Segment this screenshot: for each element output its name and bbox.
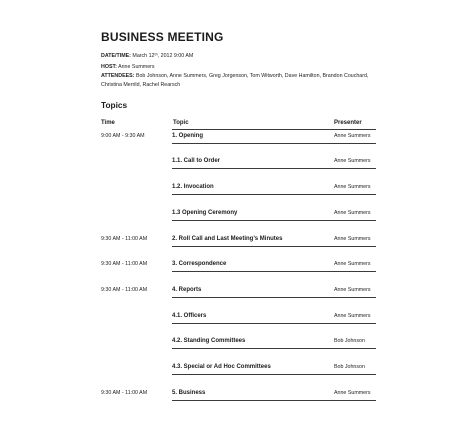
table-row xyxy=(0,287,474,301)
row-topic: 2. Roll Call and Last Meeting’s Minutes xyxy=(172,236,283,242)
row-time: 9:30 AM - 11:00 AM xyxy=(101,390,148,396)
row-divider xyxy=(172,220,376,221)
table-row xyxy=(0,158,474,172)
table-row xyxy=(0,236,474,250)
row-presenter: Anne Summers xyxy=(334,390,371,396)
row-topic: 4.2. Standing Committees xyxy=(172,338,246,344)
row-topic: 4.1. Officers xyxy=(172,313,207,319)
date-label: DATE/TIME: xyxy=(101,53,131,59)
row-divider xyxy=(172,323,376,324)
attendees-line xyxy=(101,72,371,89)
column-header-topic: Topic xyxy=(173,120,189,126)
row-presenter: Anne Summers xyxy=(334,287,371,293)
host-label: HOST: xyxy=(101,64,117,70)
row-topic: 1.2. Invocation xyxy=(172,184,214,190)
topics-heading: Topics xyxy=(101,100,128,110)
row-topic: 5. Business xyxy=(172,390,206,396)
table-row xyxy=(0,364,474,378)
row-time: 9:30 AM - 11:00 AM xyxy=(101,287,148,293)
attendees-value: Bob Johnson, Anne Summers, Greg Jorgenson, Tom Witworth, Dave Hamilton, Brandon Couchard, Christina Merrild, Rachel Rearsch xyxy=(101,73,369,88)
column-header-presenter: Presenter xyxy=(334,120,362,126)
row-divider xyxy=(172,400,376,401)
row-divider xyxy=(172,297,376,298)
row-topic: 1. Opening xyxy=(172,133,204,139)
row-presenter: Anne Summers xyxy=(334,184,371,190)
row-time: 9:30 AM - 11:00 AM xyxy=(101,261,148,267)
row-topic: 1.1. Call to Order xyxy=(172,158,221,164)
row-divider xyxy=(172,271,376,272)
row-presenter: Anne Summers xyxy=(334,313,371,319)
row-divider xyxy=(172,246,376,247)
date-value: March 12ᵗʰ, 2012 9:00 AM xyxy=(132,53,194,59)
table-row xyxy=(0,184,474,198)
document-title: BUSINESS MEETING xyxy=(101,30,224,44)
row-presenter: Anne Summers xyxy=(334,133,371,139)
row-divider xyxy=(172,374,376,375)
table-row xyxy=(0,390,474,404)
table-row xyxy=(0,210,474,224)
row-time: 9:00 AM - 9:30 AM xyxy=(101,133,145,139)
row-divider xyxy=(172,194,376,195)
row-topic: 4. Reports xyxy=(172,287,202,293)
row-topic: 1.3 Opening Ceremony xyxy=(172,210,238,216)
row-topic: 3. Correspondence xyxy=(172,261,227,267)
host-line xyxy=(101,63,155,72)
row-divider xyxy=(172,168,376,169)
host-value: Anne Summers xyxy=(118,64,155,70)
date-time-line xyxy=(101,52,193,61)
table-row xyxy=(0,261,474,275)
row-topic: 4.3. Special or Ad Hoc Committees xyxy=(172,364,271,370)
row-presenter: Anne Summers xyxy=(334,261,371,267)
row-presenter: Anne Summers xyxy=(334,210,371,216)
row-presenter: Bob Johnson xyxy=(334,338,365,344)
row-time: 9:30 AM - 11:00 AM xyxy=(101,236,148,242)
row-divider xyxy=(172,143,376,144)
column-header-time: Time xyxy=(101,120,115,126)
table-row xyxy=(0,133,474,147)
table-row xyxy=(0,313,474,327)
row-presenter: Anne Summers xyxy=(334,236,371,242)
table-row xyxy=(0,338,474,352)
row-presenter: Anne Summers xyxy=(334,158,371,164)
header-divider xyxy=(172,129,376,130)
row-presenter: Bob Johnson xyxy=(334,364,365,370)
row-divider xyxy=(172,348,376,349)
attendees-label: ATTENDEES: xyxy=(101,73,135,79)
